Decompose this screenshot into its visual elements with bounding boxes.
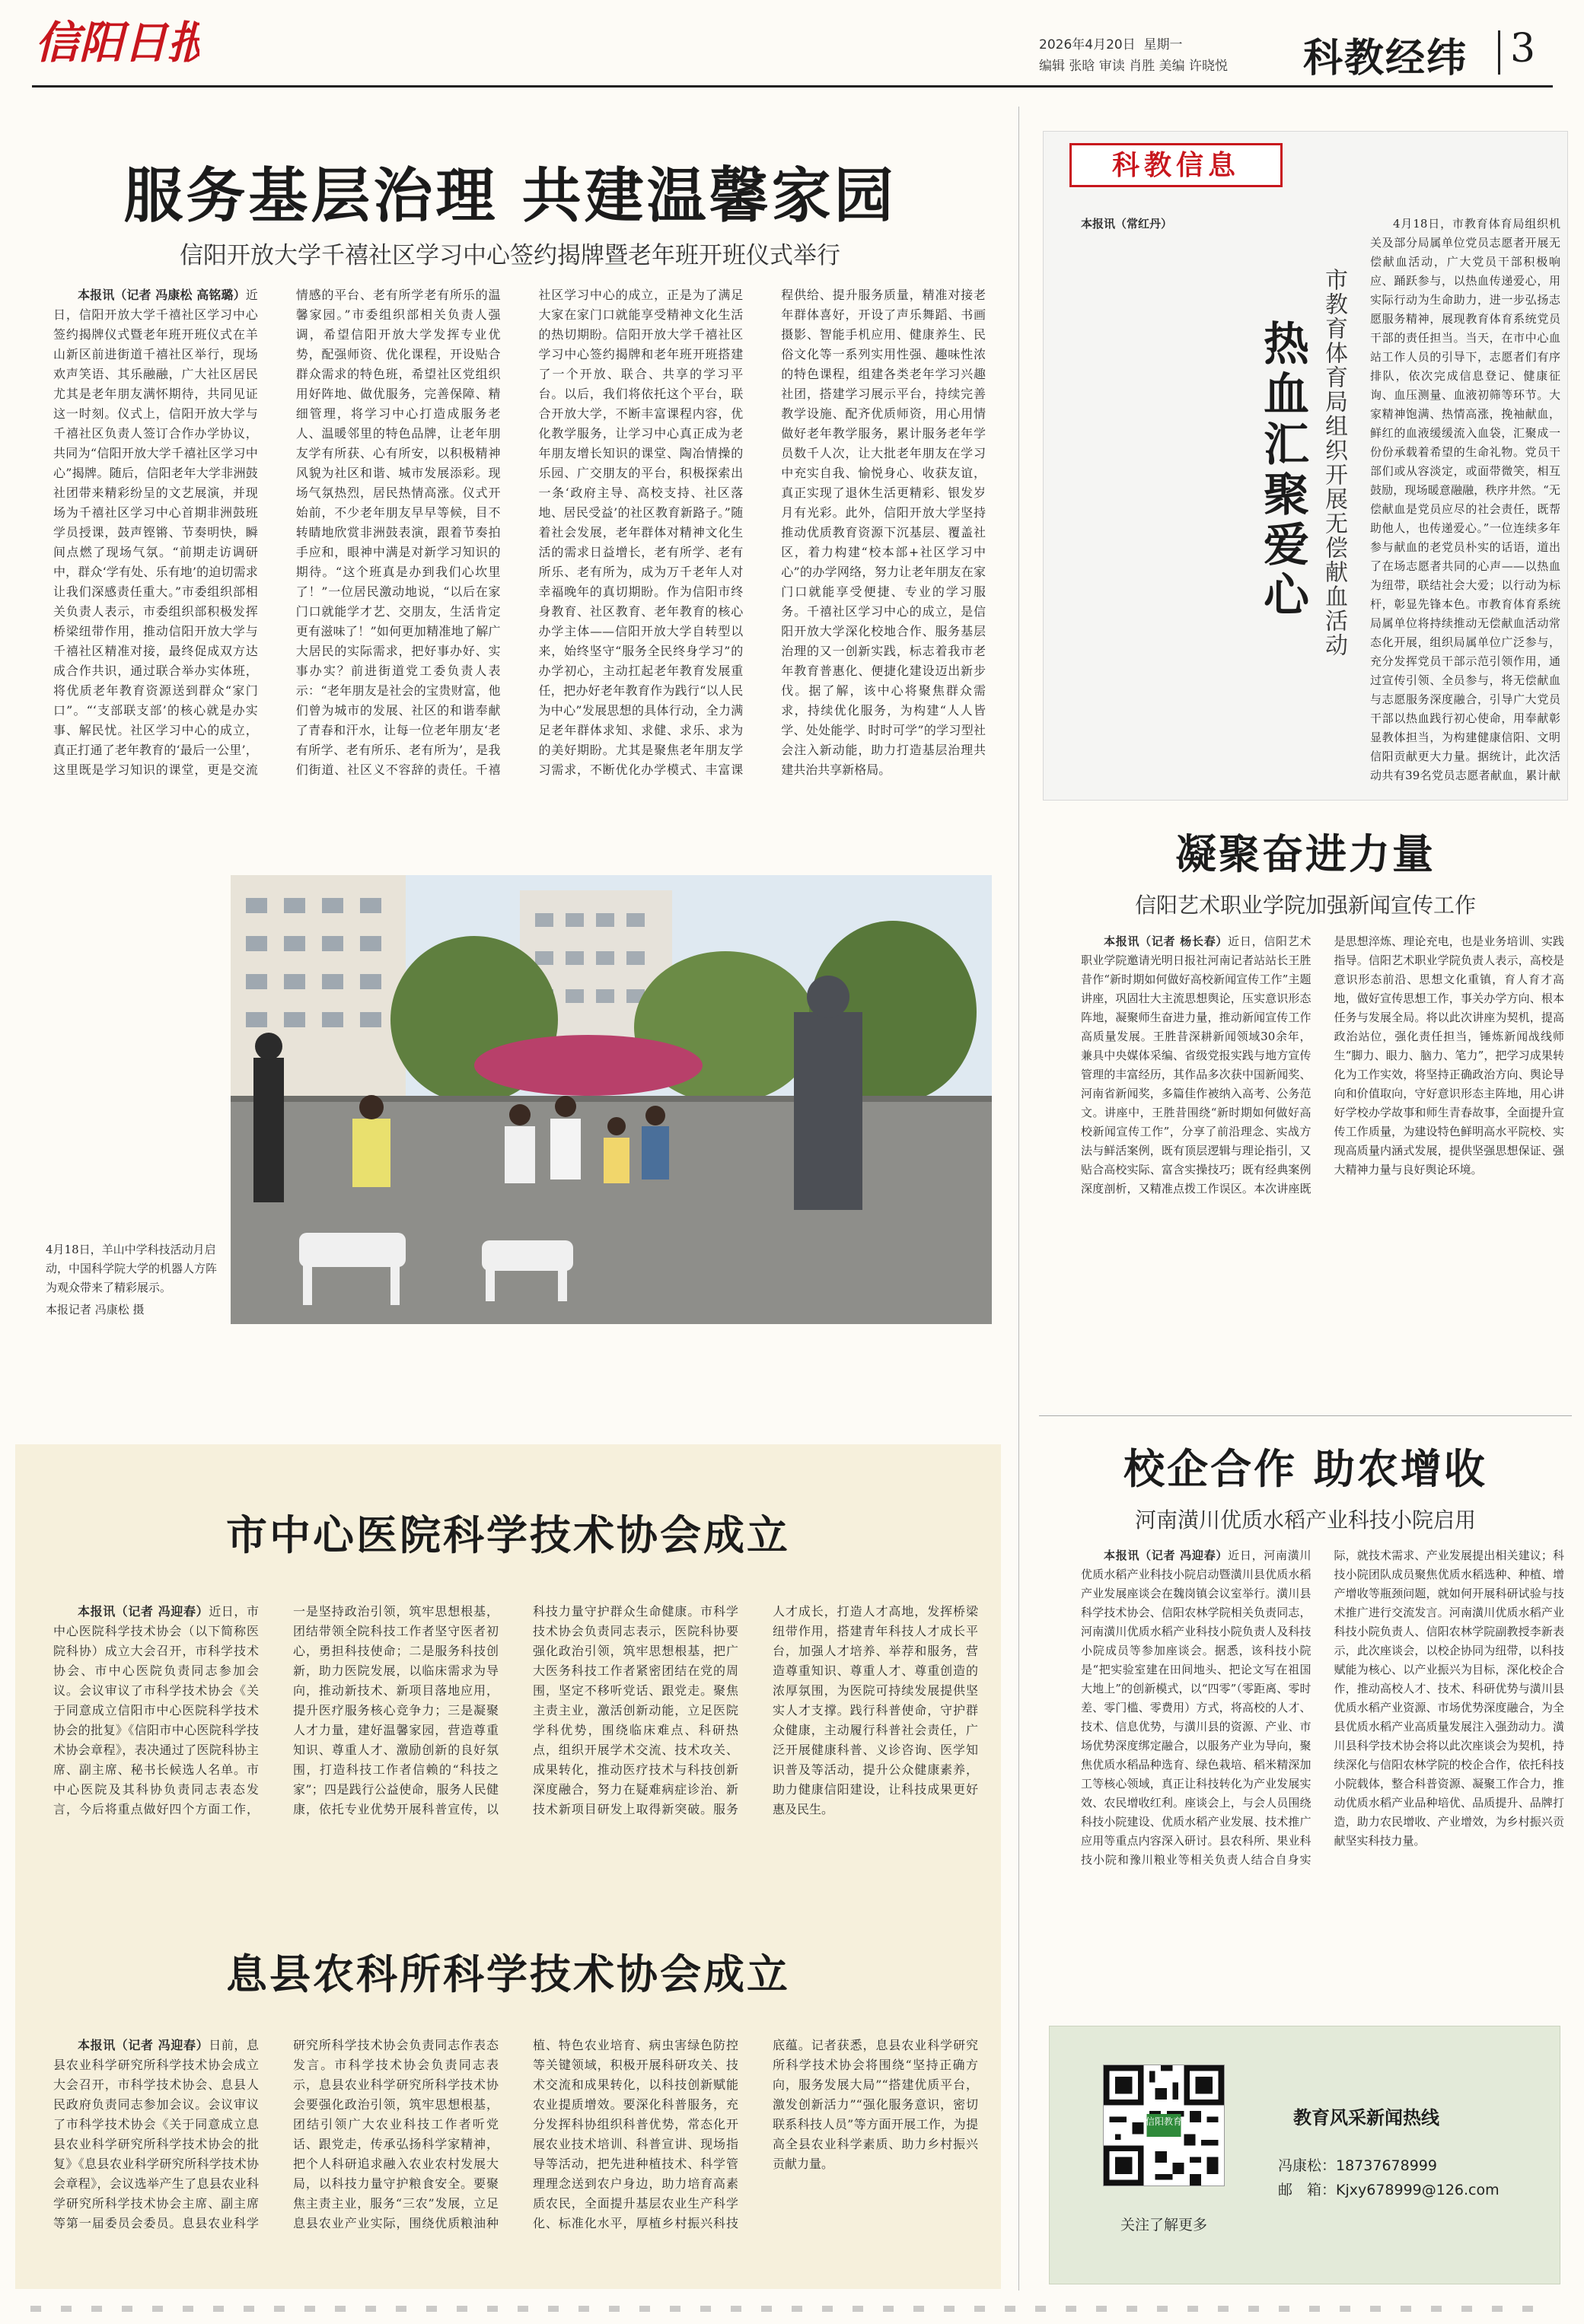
article3-headline: 凝聚奋进力量 bbox=[1175, 829, 1436, 878]
photo-caption bbox=[46, 1240, 217, 1320]
newspaper-logo bbox=[32, 12, 199, 68]
issue-date: 2026年4月20日 星期一 bbox=[1039, 37, 1183, 53]
section-title: 科教经纬 bbox=[1303, 35, 1468, 81]
article2-headline bbox=[1250, 320, 1311, 677]
article4-headline: 市中心医院科学技术协会成立 bbox=[226, 1511, 790, 1559]
article1-body bbox=[53, 285, 986, 841]
newspaper-logo-icon bbox=[32, 12, 199, 68]
robot-show-photo bbox=[231, 875, 992, 1324]
hotline-title: 教育风采新闻热线 bbox=[1293, 2107, 1439, 2128]
article5-text: 近日，河南潢川优质水稻产业科技小院启动暨潢川县优质水稻产业发展座谈会在魏岗镇会议室举行。潢川县科学技术协会、信阳农林学院相关负责同志，河南潢川优质水稻产业科技小院负责人及科技小院成员等参加座谈会。据悉，该科技小院是“把实验室建在田间地头、把论文写在祖国大地上”的创新模式，以“四零”（零距离、零时差、零门槛、零费用）方式，将高校的人才、技术、信息优势，与潢川县的资源、产业、市场优势深度绑定融合，以服务产业为导向，聚焦优质水稻品种选育、绿色栽培、稻米精深加工等核心领域，真正让科技转化为产业发展实效、农民增收红利。座谈会上，与会人员围绕科技小院建设、优质水稻产业发展、技术推广应用等重点内容深入研讨。县农科所、果业科技小院和豫川粮业等相关负责人结合自身实际，就技术需求、产业发展提出相关建议；科技小院团队成员聚焦优质水稻选种、种植、增产增收等瓶颈问题，就如何开展科研试验与技术推广进行交流发言。河南潢川优质水稻产业科技小院负责人、信阳农林学院副教授李新表示，此次座谈会，以校企协同为纽带，以科技赋能为核心、以产业振兴为目标，深化校企合作，推动高校人才、技术、科研优势与潢川县优质水稻产业资源、市场优势深度融合，为全县优质水稻产业高质量发展注入强劲动力。潢川县科学技术协会将以此次座谈会为契机，持续深化与信阳农林学院的校企合作，依托科技小院载体，整合科普资源、凝聚工作合力，推动优质水稻产业品种培优、品质提升、品牌打造，助力农民增收、产业增效，为乡村振兴贡献坚实科技力量。 bbox=[1081, 1549, 1564, 1867]
article2-subhead bbox=[1317, 268, 1355, 724]
article2-byline: 本报讯（常红丹） bbox=[1081, 217, 1173, 231]
article6-text: 日前，息县农业科学研究所科学技术协会成立大会召开，市科学技术协会、息县人民政府负责同志参加会议。会议审议了市科学技术协会《关于同意成立息县农业科学研究所科学技术协会的批复》《息县农业科学研究所科学技术协会章程》，会议选举产生了息县农业科学研究所科学技术协会主席、副主席等第一届委员会委员。息县农业科学研究所科学技术协会负责同志作表态发言。市科学技术协会负责同志表示，息县农业科学研究所科学技术协会要强化政治引领，筑牢思想根基，团结引领广大农业科技工作者听党话、跟党走，传承弘扬科学家精神，把个人科研追求融入农业农村发展大局，以科技力量守护粮食安全。要聚焦主责主业，服务“三农”发展，立足息县农业产业实际，围绕优质粮油种植、特色农业培育、病虫害绿色防控等关键领域，积极开展科研攻关、技术交流和成果转化，以科技创新赋能农业提质增效。要深化科普服务，充分发挥科协组织科普优势，常态化开展农业技术培训、科普宣讲、现场指导等活动，把先进种植技术、科学管理理念送到农户身边，助力培育高素质农民，全面提升基层农业生产科学化、标准化水平，厚植乡村振兴科技底蕴。记者获悉，息县农业科学研究所科学技术协会将围绕“坚持正确方向，服务发展大局”“搭建优质平台，激发创新活力”“强化服务意识，密切联系科技人员”等方面开展工作，为提高全县农业科学素质、助力乡村振兴贡献力量。 bbox=[53, 2038, 978, 2230]
article5-subhead: 河南潢川优质水稻产业科技小院启用 bbox=[1134, 1507, 1476, 1533]
article3-text: 近日，信阳艺术职业学院邀请光明日报社河南记者站站长王胜昔作“新时期如何做好高校新闻宣传工作”主题讲座，巩固壮大主流思想舆论，压实意识形态阵地，凝聚师生奋进力量，推动新闻宣传工作高质量发展。王胜昔深耕新闻领域30余年，兼具中央媒体采编、省级党报实践与地方宣传管理的丰富经历，其作品多次获中国新闻奖、河南省新闻奖，多篇佳作被纳入高考、公务范文。讲座中，王胜昔围绕“新时期如何做好高校新闻宣传工作”，分享了前沿理念、实战方法与鲜活案例，既有顶层逻辑与理论指引，又贴合高校实际、富含实操技巧；既有经典案例深度剖析，又精准点拨工作误区。本次讲座既是思想淬炼、理论充电，也是业务培训、实践指导。信阳艺术职业学院负责人表示，高校是意识形态前沿、思想文化重镇，育人育才高地，做好宣传思想工作，事关办学方向、根本任务与发展全局。将以此次讲座为契机，提高政治站位，强化责任担当，锤炼新闻战线师生“脚力、眼力、脑力、笔力”，把学习成果转化为工作实效，将坚持正确政治方向、舆论导向和价值取向，守好意识形态主阵地，用心讲好学校办学故事和师生青春故事，全面提升宣传工作质量，为建设特色鲜明高水平院校、实现高质量内涵式发展，提供坚强思想保证、强大精神力量与良好舆论环境。 bbox=[1081, 934, 1564, 1195]
photo-caption-text: 4月18日，羊山中学科技活动月启动，中国科学院大学的机器人方阵为观众带来了精彩展示。 bbox=[46, 1243, 218, 1294]
article1-text: 近日，信阳开放大学千禧社区学习中心签约揭牌仪式暨老年班开班仪式在羊山新区前进街道千禧社区举行，现场欢声笑语、其乐融融，广大社区居民尤其是老年朋友满怀期待，共同见证这一时刻。仪式上，信阳开放大学与千禧社区负责人签订合作办学协议，共同为“信阳开放大学千禧社区学习中心”揭牌。随后，信阳老年大学非洲鼓社团带来精彩纷呈的文艺展演，并现场为千禧社区学习中心首期非洲鼓班学员授课，鼓声铿锵、节奏明快，瞬间点燃了现场气氛。“前期走访调研中，群众‘学有处、乐有地’的迫切需求让我们深感责任重大。”市委组织部相关负责人表示，市委组织部积极发挥桥梁纽带作用，推动信阳开放大学与千禧社区精准对接，最终促成双方达成合作共识，通过联合举办实体班，将优质老年教育资源送到群众“家门口”。“‘支部联支部’的核心就是办实事、解民忧。社区学习中心的成立，真正打通了老年教育的‘最后一公里’，这里既是学习知识的课堂，更是交流情感的平台、老有所学老有所乐的温馨家园。”市委组织部相关负责人强调，希望信阳开放大学发挥专业优势，配强师资、优化课程，开设贴合群众需求的特色班，希望社区党组织用好阵地、做优服务，完善保障、精细管理，将学习中心打造成服务老人、温暖邻里的特色品牌，让老年朋友学有所获、心有所安，以积极精神风貌为社区和谐、城市发展添彩。现场气氛热烈，居民热情高涨。仪式开始前，不少老年朋友早早等候，目不转睛地欣赏非洲鼓表演，跟着节奏拍手应和，眼神中满是对新学习知识的期待。“这个班真是办到我们心坎里了！”一位居民激动地说，“以后在家门口就能学才艺、交朋友，生活肯定更有滋味了！”如何更加精准地了解广大居民的实际需求，把好事办好、实事办实？前进街道党工委负责人表示：“老年朋友是社会的宝贵财富，他们曾为城市的发展、社区的和谐奉献了青春和汗水，让每一位老年朋友‘老有所学、老有所乐、老有所为’，是我们街道、社区义不容辞的责任。千禧社区学习中心的成立，正是为了满足大家在家门口就能享受精神文化生活的热切期盼。信阳开放大学千禧社区学习中心签约揭牌和老年班开班搭建了一个开放、联合、共享的学习平台。以后，我们将依托这个平台，联合开放大学，不断丰富课程内容，优化教学服务，让学习中心真正成为老年朋友增长知识的课堂、陶冶情操的乐园、广交朋友的平台，积极探索出一条‘政府主导、高校支持、社区落地、居民受益’的社区教育新路子。”随着社会发展，老年群体对精神文化生活的需求日益增长，老有所学、老有所乐、老有所为，成为万千老年人对幸福晚年的真切期盼。作为信阳市终身教育、社区教育、老年教育的核心办学主体——信阳开放大学自转型以来，始终坚守“服务全民终身学习”的办学初心，主动扛起老年教育发展重任，把办好老年教育作为践行“以人民为中心”发展思想的具体行动，全力满足老年群体求知、求健、求乐、求为的美好期盼。尤其是聚焦老年朋友学习需求，不断优化办学模式、丰富课程供给、提升服务质量，精准对接老年群体喜好，开设了声乐舞蹈、书画摄影、智能手机应用、健康养生、民俗文化等一系列实用性强、趣味性浓的特色课程，组建各类老年学习兴趣社团，搭建学习展示平台，持续完善教学设施、配齐优质师资，用心用情做好老年教学服务，累计服务老年学员数千人次，让大批老年朋友在学习中充实自我、愉悦身心、收获友谊，真正实现了退休生活更精彩、银发岁月有光彩。此外，信阳开放大学坚持推动优质教育资源下沉基层、覆盖社区，着力构建“校本部+社区学习中心”的办学网络，努力让老年朋友在家门口就能享受便捷、专业的学习服务。千禧社区学习中心的成立，是信阳开放大学深化校地合作、服务基层治理的又一创新实践，标志着我市老年教育普惠化、便捷化建设迈出新步伐。据了解，该中心将聚焦群众需求，持续优化服务，为构建“人人皆学、处处能学、时时可学”的学习型社会注入新动能，助力打造基层治理共建共治共享新格局。 bbox=[53, 288, 986, 777]
article1-headline: 服务基层治理 共建温馨家园 bbox=[123, 161, 897, 231]
article5-headline: 校企合作 助农增收 bbox=[1123, 1444, 1487, 1493]
news-photo bbox=[231, 875, 992, 1324]
article2-body bbox=[1370, 215, 1560, 785]
article3-body bbox=[1081, 932, 1564, 1396]
article1-byline: 本报讯（记者 冯康松 高铭璐） bbox=[78, 288, 246, 302]
hotline-email[interactable]: 邮 箱：Kjxy678999@126.com bbox=[1278, 2182, 1500, 2198]
article3-subhead: 信阳艺术职业学院加强新闻宣传工作 bbox=[1134, 893, 1476, 918]
hotline-panel bbox=[1049, 2026, 1560, 2284]
right-divider bbox=[1018, 107, 1019, 2291]
masthead bbox=[0, 0, 1584, 84]
article6-body bbox=[53, 2036, 978, 2279]
hotline-contact: 冯康松：18737678999 bbox=[1278, 2157, 1437, 2174]
article5-byline: 本报讯（记者 冯迎春） bbox=[1104, 1549, 1229, 1562]
article6-byline: 本报讯（记者 冯迎春） bbox=[78, 2038, 209, 2052]
article2-title: 热血汇聚爱心 bbox=[1256, 320, 1309, 621]
photo-credit: 本报记者 冯康松 摄 bbox=[46, 1303, 145, 1316]
bottom-marks bbox=[30, 2306, 1553, 2312]
article2-subtitle: 市教育体育局组织开展无偿献血活动 bbox=[1321, 268, 1347, 657]
right-rule bbox=[1039, 1415, 1572, 1416]
article6-headline: 息县农科所科学技术协会成立 bbox=[226, 1950, 790, 1998]
news-brief-tag bbox=[1069, 143, 1283, 187]
article4-byline: 本报讯（记者 冯迎春） bbox=[78, 1604, 209, 1619]
qr-badge: 信阳教育 bbox=[1145, 2116, 1182, 2127]
page-number: 3 bbox=[1510, 26, 1536, 72]
article4-body bbox=[53, 1602, 978, 1887]
article5-body bbox=[1081, 1546, 1564, 1999]
article1-subhead: 信阳开放大学千禧社区学习中心签约揭牌暨老年班开班仪式举行 bbox=[180, 242, 840, 269]
svg-text:信阳日报: 信阳日报 bbox=[35, 17, 199, 68]
news-brief-tag-label: 科教信息 bbox=[1111, 149, 1240, 181]
masthead-rule bbox=[32, 85, 1553, 88]
editors-line: 编辑 张晗 审读 肖胜 美编 许晓悦 bbox=[1039, 59, 1229, 74]
article4-text: 近日，市中心医院科学技术协会（以下简称医院科协）成立大会召开，市科学技术协会、市中心医院负责同志参加会议。会议审议了市科学技术协会《关于同意成立信阳市中心医院科学技术协会的批复》《信阳市中心医院科学技术协会章程》，表决通过了医院科协主席、副主席、秘书长候选人名单。市中心医院及其科协负责同志表态发言，今后将重点做好四个方面工作，一是坚持政治引领，筑牢思想根基，团结带领全院科技工作者坚守医者初心，勇担科技使命；二是服务科技创新，助力医院发展，以临床需求为导向，推动新技术、新项目落地应用，提升医疗服务核心竞争力；三是凝聚人才力量，建好温馨家园，营造尊重知识、尊重人才、激励创新的良好氛围，打造科技工作者信赖的“科技之家”；四是践行公益使命，服务人民健康，依托专业优势开展科普宣传，以科技力量守护群众生命健康。市科学技术协会负责同志表示，医院科协要强化政治引领，筑牢思想根基，把广大医务科技工作者紧密团结在党的周围，坚定不移听党话、跟党走。聚焦主责主业，激活创新动能，立足医院学科优势，围绕临床难点、科研热点，组织开展学术交流、技术攻关、成果转化，推动医疗技术与科技创新深度融合，努力在疑难病症诊治、新技术新项目研发上取得新突破。服务人才成长，打造人才高地，发挥桥梁纽带作用，搭建青年科技人才成长平台，加强人才培养、举荐和服务，营造尊重知识、尊重人才、尊重创造的浓厚氛围，为医院可持续发展提供坚实人才支撑。践行科普使命，守护群众健康，主动履行科普社会责任，广泛开展健康科普、义诊咨询、医学知识普及等活动，提升公众健康素养，助力健康信阳建设，让科技成果更好惠及民生。 bbox=[53, 1604, 978, 1816]
qr-follow-label: 关注了解更多 bbox=[1120, 2217, 1207, 2233]
section-divider bbox=[1498, 30, 1500, 75]
article2-body-left bbox=[1081, 215, 1245, 785]
article3-byline: 本报讯（记者 杨长春） bbox=[1104, 934, 1229, 948]
article2-text: 4月18日，市教育体育局组织机关及部分局属单位党员志愿者开展无偿献血活动，广大党员干部积极响应、踊跃参与，以热血传递爱心，用实际行动为生命助力，进一步弘扬志愿服务精神，展现教育体育系统党员干部的责任担当。当天，在市中心血站工作人员的引导下，志愿者们有序排队，依次完成信息登记、健康征询、血压测量、血液初筛等环节。大家精神饱满、热情高涨，挽袖献血，鲜红的血液缓缓流入血袋，汇聚成一份份承载着希望的生命礼物。党员干部们或从容淡定，或面带微笑，相互鼓励，现场暖意融融，秩序井然。“无偿献血是党员应尽的社会责任，既帮助他人，也传递爱心。”一位连续多年参与献血的老党员朴实的话语，道出了在场志愿者共同的心声——以热血为纽带，联结社会大爱；以行动为标杆，彰显先锋本色。市教育体育系统局属单位将持续推动无偿献血活动常态化开展，组织局属单位广泛参与，充分发挥党员干部示范引领作用，通过宣传引领、全员参与，将无偿献血与志愿服务深度融合，引导广大党员干部以热血践行初心使命，用奉献彰显教体担当，为构建健康信阳、文明信阳贡献更大力量。据统计，此次活动共有39名党员志愿者献血，累计献 bbox=[1370, 217, 1560, 782]
